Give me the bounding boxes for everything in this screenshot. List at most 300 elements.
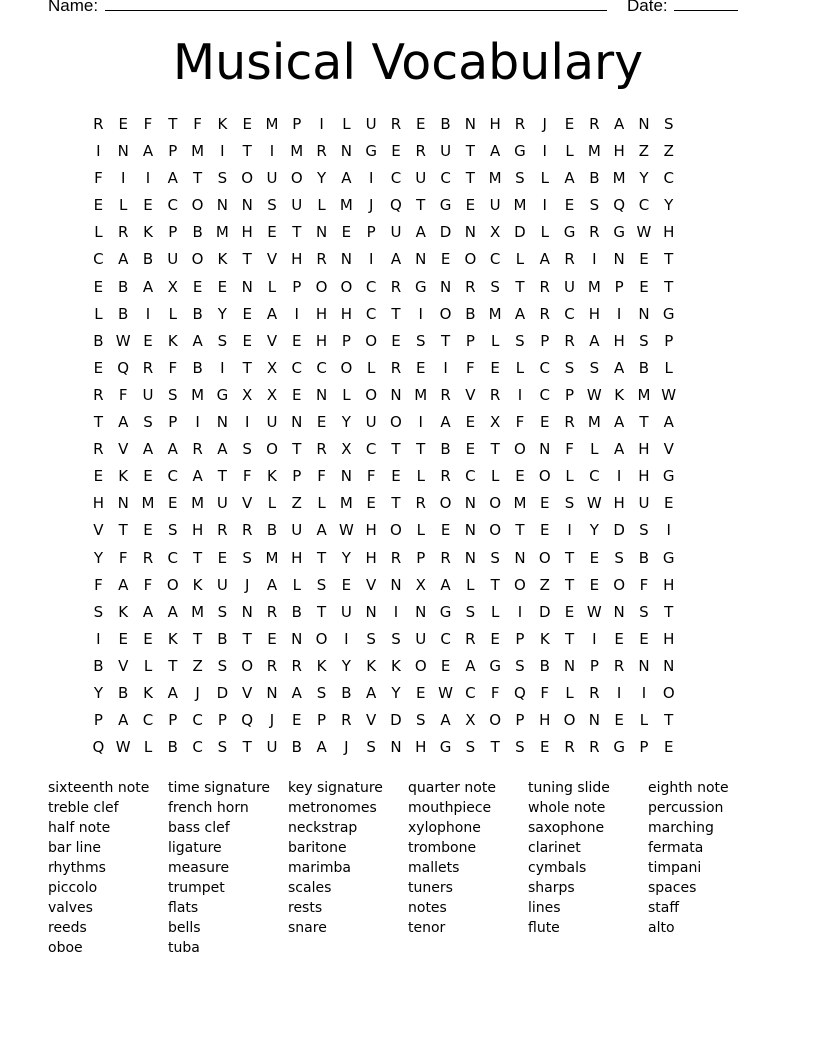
grid-letter: L bbox=[366, 358, 376, 377]
grid-letter: Z bbox=[539, 575, 550, 594]
grid-letter: M bbox=[587, 413, 601, 432]
grid-letter: N bbox=[390, 575, 402, 594]
word-list-item: marching bbox=[648, 820, 714, 836]
grid-letter: A bbox=[614, 440, 625, 459]
word-list-item: saxophone bbox=[528, 820, 605, 836]
grid-letter: B bbox=[589, 169, 600, 188]
grid-letter: G bbox=[439, 196, 452, 215]
grid-letter: G bbox=[662, 304, 675, 323]
grid-letter: I bbox=[616, 467, 622, 486]
grid-letter: Y bbox=[664, 196, 674, 215]
grid-letter: D bbox=[390, 711, 402, 730]
grid-letter: O bbox=[662, 683, 675, 702]
word-list-item: percussion bbox=[648, 800, 724, 816]
grid-letter: E bbox=[416, 683, 426, 702]
grid-letter: M bbox=[265, 115, 279, 133]
grid-letter: W bbox=[338, 521, 354, 540]
grid-letter: P bbox=[614, 277, 624, 296]
grid-letter: C bbox=[440, 629, 451, 648]
grid-letter: E bbox=[589, 575, 600, 594]
grid-letter: T bbox=[193, 169, 203, 188]
grid-letter: F bbox=[242, 467, 252, 486]
grid-letter: U bbox=[291, 521, 303, 540]
grid-letter: L bbox=[540, 169, 549, 188]
grid-letter: B bbox=[192, 304, 203, 323]
grid-letter: T bbox=[416, 196, 426, 215]
grid-letter: T bbox=[193, 548, 203, 567]
grid-letter: R bbox=[415, 142, 426, 161]
grid-letter: K bbox=[217, 115, 228, 133]
grid-letter: B bbox=[266, 521, 278, 540]
grid-letter: U bbox=[266, 413, 278, 432]
word-list-item: baritone bbox=[288, 840, 347, 856]
grid-letter: B bbox=[118, 304, 129, 323]
date-line bbox=[674, 10, 738, 11]
word-list-item: ligature bbox=[168, 840, 222, 856]
grid-letter: H bbox=[365, 548, 377, 567]
grid-letter: E bbox=[217, 277, 228, 296]
word-list-item: flute bbox=[528, 920, 560, 936]
grid-row bbox=[86, 656, 681, 683]
grid-letter: H bbox=[663, 629, 675, 648]
grid-letter: T bbox=[391, 440, 401, 459]
grid-letter: T bbox=[564, 575, 575, 594]
grid-letter: K bbox=[614, 385, 625, 404]
grid-letter: P bbox=[664, 331, 674, 350]
grid-letter: E bbox=[564, 602, 575, 621]
grid-letter: I bbox=[368, 250, 374, 269]
grid-letter: R bbox=[440, 467, 451, 486]
grid-letter: V bbox=[242, 683, 253, 702]
grid-letter: M bbox=[414, 385, 428, 404]
grid-letter: A bbox=[291, 683, 302, 702]
grid-letter: S bbox=[415, 331, 426, 350]
grid-letter: N bbox=[464, 494, 476, 513]
grid-letter: S bbox=[564, 494, 575, 513]
grid-letter: S bbox=[168, 385, 178, 404]
grid-letter: F bbox=[515, 413, 525, 432]
grid-letter: E bbox=[192, 277, 203, 296]
word-list-item: staff bbox=[648, 900, 680, 916]
grid-letter: O bbox=[414, 656, 427, 675]
word-list-item: tenor bbox=[408, 920, 446, 936]
grid-letter: T bbox=[416, 440, 426, 459]
grid-letter: J bbox=[368, 196, 374, 215]
word-list-item: quarter note bbox=[408, 780, 496, 796]
grid-letter: H bbox=[588, 304, 600, 323]
grid-letter: I bbox=[592, 629, 597, 648]
grid-letter: A bbox=[167, 169, 178, 188]
grid-letter: O bbox=[191, 250, 204, 269]
grid-letter: E bbox=[93, 358, 104, 377]
grid-letter: R bbox=[241, 521, 253, 540]
word-list-item: sharps bbox=[528, 880, 575, 896]
grid-letter: X bbox=[266, 385, 278, 404]
grid-letter: P bbox=[589, 656, 599, 675]
grid-letter: N bbox=[563, 656, 576, 675]
grid-letter: I bbox=[666, 521, 671, 540]
grid-letter: L bbox=[143, 656, 153, 675]
grid-letter: M bbox=[339, 196, 353, 215]
grid-letter: B bbox=[638, 358, 650, 377]
word-list-item: scales bbox=[288, 880, 332, 896]
grid-letter: T bbox=[465, 169, 475, 188]
grid-letter: L bbox=[168, 304, 177, 323]
grid-letter: B bbox=[167, 738, 178, 757]
grid-letter: O bbox=[439, 494, 452, 513]
grid-letter: M bbox=[488, 304, 502, 323]
grid-letter: T bbox=[490, 575, 500, 594]
word-list-item: trumpet bbox=[168, 880, 225, 896]
grid-letter: S bbox=[242, 548, 252, 567]
grid-letter: Q bbox=[241, 711, 254, 730]
grid-letter: U bbox=[365, 413, 377, 432]
grid-letter: E bbox=[465, 413, 476, 432]
grid-letter: A bbox=[614, 115, 625, 133]
grid-letter: C bbox=[539, 358, 550, 377]
header bbox=[48, 0, 748, 20]
grid-letter: K bbox=[167, 629, 178, 648]
grid-letter: M bbox=[637, 385, 651, 404]
grid-letter: S bbox=[143, 413, 153, 432]
word-list-item: lines bbox=[528, 900, 561, 916]
word-list-item: piccolo bbox=[48, 880, 98, 896]
grid-row bbox=[86, 168, 681, 195]
grid-letter: K bbox=[316, 656, 327, 675]
grid-letter: S bbox=[168, 521, 178, 540]
grid-letter: A bbox=[415, 223, 426, 242]
grid-letter: E bbox=[242, 331, 252, 350]
grid-letter: F bbox=[118, 385, 128, 404]
grid-letter: V bbox=[366, 575, 377, 594]
grid-letter: E bbox=[341, 575, 352, 594]
grid-letter: U bbox=[365, 115, 377, 133]
grid-letter: E bbox=[316, 413, 327, 432]
grid-row bbox=[86, 141, 681, 168]
grid-letter: N bbox=[613, 250, 625, 269]
grid-letter: R bbox=[266, 656, 278, 675]
grid-letter: H bbox=[539, 711, 551, 730]
grid-letter: Y bbox=[341, 548, 351, 567]
word-list-item: time signature bbox=[168, 780, 271, 796]
word-list-item: metronomes bbox=[288, 800, 377, 816]
grid-letter: E bbox=[639, 277, 649, 296]
grid-letter: H bbox=[315, 304, 328, 323]
grid-letter: O bbox=[191, 196, 204, 215]
grid-letter: H bbox=[663, 223, 675, 242]
grid-letter: U bbox=[415, 169, 427, 188]
grid-letter: J bbox=[244, 575, 250, 594]
grid-letter: F bbox=[94, 169, 103, 188]
grid-letter: R bbox=[93, 385, 104, 404]
grid-letter: N bbox=[340, 250, 352, 269]
grid-letter: R bbox=[440, 548, 451, 567]
grid-letter: O bbox=[489, 711, 502, 730]
grid-letter: P bbox=[366, 223, 376, 242]
grid-letter: S bbox=[465, 602, 476, 621]
grid-letter: I bbox=[368, 169, 374, 188]
grid-letter: B bbox=[291, 738, 302, 757]
grid-letter: T bbox=[242, 142, 252, 161]
grid-letter: L bbox=[466, 575, 475, 594]
grid-letter: E bbox=[217, 548, 228, 567]
grid-letter: S bbox=[639, 521, 649, 540]
word-list-item: neckstrap bbox=[288, 820, 358, 836]
grid-letter: I bbox=[145, 169, 151, 188]
grid-letter: N bbox=[216, 413, 228, 432]
grid-letter: S bbox=[639, 331, 649, 350]
grid-letter: G bbox=[489, 656, 501, 675]
grid-letter: I bbox=[220, 142, 225, 161]
grid-letter: L bbox=[664, 358, 673, 377]
grid-letter: B bbox=[217, 629, 228, 648]
grid-letter: I bbox=[269, 142, 275, 161]
grid-letter: R bbox=[564, 738, 575, 757]
grid-letter: L bbox=[416, 467, 425, 486]
grid-letter: W bbox=[586, 602, 602, 621]
grid-letter: E bbox=[242, 115, 252, 133]
grid-letter: H bbox=[638, 467, 650, 486]
grid-letter: L bbox=[119, 196, 128, 215]
grid-letter: L bbox=[342, 385, 351, 404]
grid-letter: L bbox=[565, 683, 574, 702]
grid-letter: K bbox=[192, 575, 203, 594]
grid-row bbox=[86, 575, 681, 602]
grid-letter: Q bbox=[613, 196, 626, 215]
grid-letter: N bbox=[415, 602, 427, 621]
grid-letter: T bbox=[168, 115, 178, 133]
grid-letter: O bbox=[166, 575, 179, 594]
grid-row bbox=[86, 520, 681, 547]
grid-letter: M bbox=[612, 169, 626, 188]
grid-letter: I bbox=[542, 196, 547, 215]
grid-letter: K bbox=[143, 683, 153, 702]
grid-letter: R bbox=[564, 413, 575, 432]
grid-letter: U bbox=[564, 277, 576, 296]
grid-letter: N bbox=[464, 521, 476, 540]
grid-letter: T bbox=[193, 629, 203, 648]
grid-letter: S bbox=[316, 683, 327, 702]
grid-letter: E bbox=[540, 738, 550, 757]
grid-letter: U bbox=[266, 738, 278, 757]
grid-letter: G bbox=[662, 467, 675, 486]
word-list-item: bells bbox=[168, 920, 201, 936]
grid-letter: E bbox=[118, 629, 128, 648]
grid-letter: U bbox=[167, 250, 179, 269]
grid-letter: L bbox=[317, 196, 326, 215]
grid-letter: S bbox=[589, 196, 600, 215]
grid-letter: S bbox=[217, 602, 228, 621]
grid-letter: L bbox=[267, 277, 277, 296]
grid-letter: N bbox=[638, 656, 650, 675]
grid-letter: I bbox=[244, 413, 250, 432]
grid-letter: L bbox=[515, 358, 525, 377]
grid-letter: S bbox=[366, 629, 376, 648]
grid-letter: X bbox=[242, 385, 253, 404]
grid-letter: C bbox=[167, 467, 179, 486]
grid-letter: E bbox=[663, 738, 674, 757]
grid-letter: T bbox=[118, 521, 128, 540]
grid-letter: E bbox=[490, 629, 500, 648]
name-label: Name: bbox=[48, 0, 99, 15]
grid-letter: S bbox=[515, 738, 525, 757]
grid-letter: B bbox=[192, 223, 203, 242]
grid-letter: I bbox=[393, 602, 399, 621]
grid-letter: T bbox=[440, 331, 451, 350]
grid-letter: E bbox=[465, 196, 476, 215]
grid-letter: T bbox=[242, 738, 252, 757]
grid-letter: P bbox=[168, 413, 178, 432]
grid-letter: R bbox=[217, 521, 228, 540]
grid-letter: M bbox=[339, 494, 353, 513]
grid-letter: A bbox=[192, 331, 203, 350]
grid-letter: H bbox=[638, 440, 650, 459]
grid-letter: R bbox=[539, 304, 550, 323]
grid-letter: T bbox=[664, 277, 674, 296]
grid-letter: R bbox=[316, 250, 327, 269]
grid-letter: C bbox=[489, 250, 501, 269]
grid-letter: C bbox=[638, 196, 650, 215]
grid-letter: P bbox=[292, 115, 302, 133]
grid-letter: T bbox=[564, 548, 575, 567]
grid-letter: X bbox=[341, 440, 352, 459]
grid-letter: G bbox=[216, 385, 229, 404]
grid-letter: K bbox=[143, 223, 153, 242]
grid-letter: U bbox=[142, 385, 154, 404]
grid-letter: O bbox=[563, 711, 576, 730]
grid-letter: M bbox=[587, 277, 601, 296]
grid-letter: A bbox=[366, 683, 377, 702]
grid-letter: I bbox=[592, 250, 597, 269]
grid-letter: I bbox=[145, 304, 151, 323]
word-list-item: sixteenth note bbox=[48, 780, 150, 796]
grid-letter: S bbox=[316, 575, 327, 594]
grid-letter: E bbox=[540, 413, 550, 432]
grid-letter: A bbox=[440, 711, 451, 730]
word-list-item: flats bbox=[168, 900, 199, 916]
grid-letter: S bbox=[217, 738, 228, 757]
grid-letter: R bbox=[266, 602, 278, 621]
word-list-item: timpani bbox=[648, 860, 702, 876]
grid-letter: E bbox=[292, 331, 302, 350]
grid-letter: O bbox=[538, 548, 551, 567]
grid-letter: F bbox=[540, 683, 550, 702]
grid-letter: O bbox=[390, 413, 402, 432]
grid-letter: R bbox=[192, 440, 203, 459]
grid-letter: A bbox=[192, 467, 203, 486]
grid-letter: E bbox=[267, 629, 277, 648]
grid-letter: M bbox=[191, 494, 205, 513]
grid-letter: L bbox=[490, 331, 500, 350]
grid-letter: O bbox=[340, 277, 353, 296]
grid-letter: P bbox=[168, 711, 178, 730]
grid-letter: K bbox=[539, 629, 550, 648]
grid-letter: L bbox=[490, 467, 500, 486]
grid-letter: E bbox=[515, 467, 525, 486]
grid-letter: O bbox=[439, 304, 452, 323]
grid-letter: Y bbox=[589, 521, 599, 540]
word-list-item: marimba bbox=[288, 860, 351, 876]
grid-letter: F bbox=[317, 467, 326, 486]
grid-letter: F bbox=[193, 115, 202, 133]
grid-letter: T bbox=[664, 602, 674, 621]
grid-letter: R bbox=[489, 385, 501, 404]
grid-letter: A bbox=[514, 304, 526, 323]
grid-letter: C bbox=[365, 277, 377, 296]
grid-letter: T bbox=[242, 629, 252, 648]
grid-letter: L bbox=[94, 304, 103, 323]
grid-letter: O bbox=[538, 467, 551, 486]
word-list-item: french horn bbox=[168, 800, 249, 816]
grid-letter: N bbox=[638, 304, 650, 323]
grid-letter: V bbox=[465, 385, 476, 404]
grid-letter: P bbox=[465, 331, 475, 350]
grid-letter: I bbox=[641, 683, 647, 702]
grid-letter: I bbox=[319, 115, 324, 133]
grid-letter: S bbox=[242, 440, 252, 459]
grid-letter: N bbox=[266, 683, 278, 702]
grid-letter: S bbox=[217, 169, 228, 188]
grid-letter: O bbox=[266, 440, 278, 459]
grid-letter: R bbox=[390, 548, 402, 567]
grid-row bbox=[86, 439, 681, 466]
grid-letter: G bbox=[613, 223, 625, 242]
grid-letter: O bbox=[315, 629, 328, 648]
grid-letter: L bbox=[565, 142, 574, 161]
grid-letter: U bbox=[216, 575, 228, 594]
grid-letter: B bbox=[440, 440, 451, 459]
word-list bbox=[48, 779, 768, 957]
grid-letter: P bbox=[292, 277, 302, 296]
grid-letter: I bbox=[616, 683, 622, 702]
grid-letter: B bbox=[118, 277, 129, 296]
grid-letter: V bbox=[118, 440, 129, 459]
grid-letter: M bbox=[191, 385, 205, 404]
word-list-item: cymbals bbox=[528, 860, 587, 876]
grid-letter: E bbox=[93, 196, 104, 215]
grid-letter: F bbox=[565, 440, 574, 459]
grid-letter: M bbox=[587, 142, 601, 161]
grid-letter: N bbox=[291, 413, 303, 432]
grid-letter: Q bbox=[390, 196, 402, 215]
grid-letter: S bbox=[564, 358, 575, 377]
grid-letter: A bbox=[614, 413, 625, 432]
date-label: Date: bbox=[627, 0, 668, 15]
grid-letter: M bbox=[265, 548, 279, 567]
grid-letter: O bbox=[514, 440, 526, 459]
word-list-item: bass clef bbox=[168, 820, 230, 836]
grid-letter: H bbox=[613, 494, 625, 513]
grid-row bbox=[86, 466, 681, 493]
word-list-item: tuners bbox=[408, 880, 453, 896]
grid-letter: T bbox=[515, 521, 525, 540]
grid-letter: A bbox=[142, 440, 154, 459]
grid-letter: E bbox=[440, 250, 451, 269]
grid-letter: N bbox=[117, 494, 129, 513]
grid-letter: P bbox=[168, 223, 178, 242]
grid-letter: R bbox=[440, 385, 451, 404]
grid-letter: N bbox=[241, 602, 253, 621]
name-line bbox=[105, 10, 607, 11]
grid-letter: S bbox=[465, 738, 476, 757]
grid-letter: S bbox=[391, 629, 401, 648]
grid-letter: C bbox=[167, 196, 179, 215]
grid-letter: R bbox=[390, 358, 402, 377]
grid-letter: U bbox=[489, 196, 501, 215]
grid-letter: B bbox=[638, 548, 650, 567]
grid-row bbox=[86, 602, 681, 629]
grid-letter: Z bbox=[663, 142, 674, 161]
